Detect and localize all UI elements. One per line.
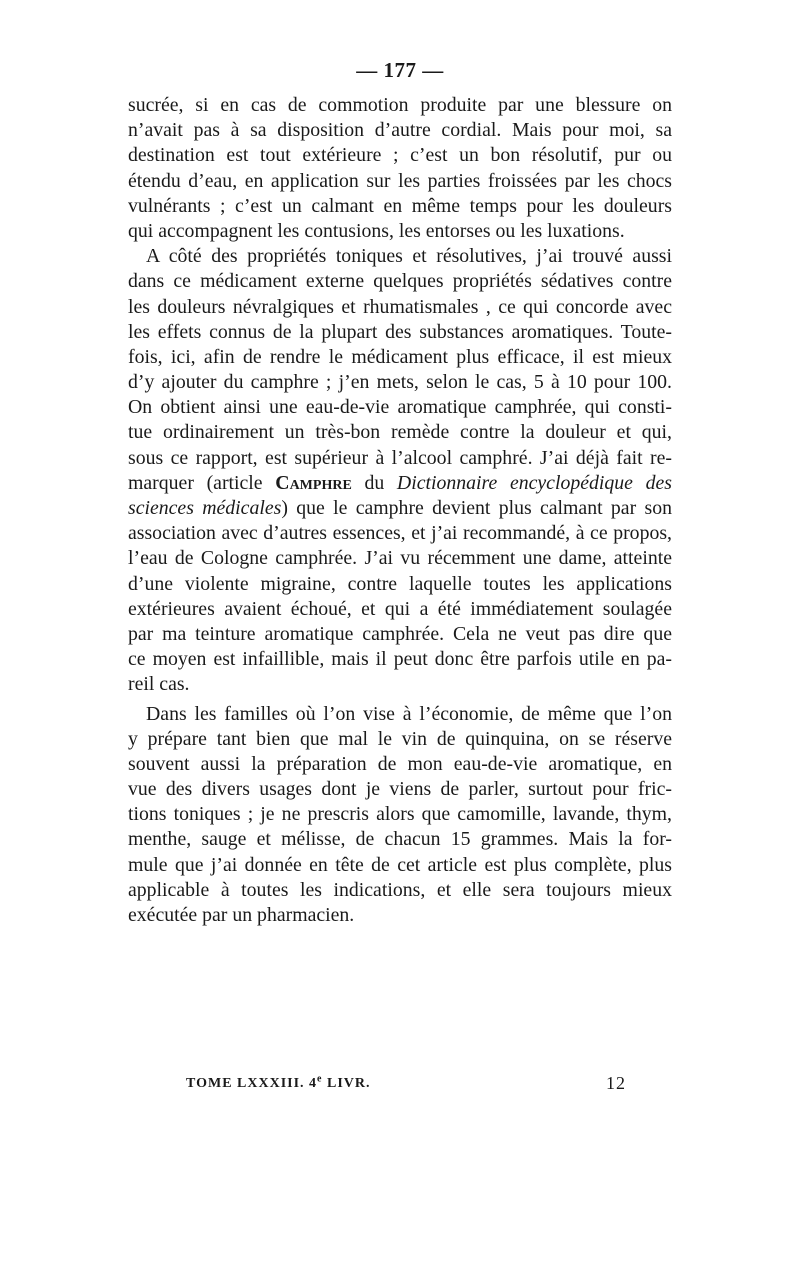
sheet-number: 12 [606, 1073, 626, 1093]
text-line: A côté des propriétés toniques et résolutives, j’ai trouvé aussi [146, 245, 672, 268]
text-line: par ma teinture aromatique camphrée. Cela ne veut pas dire que [128, 622, 672, 645]
text-line: sous ce rapport, est supérieur à l’alcool camphré. J’ai déjà fait re- [128, 446, 672, 469]
text-run: du [351, 471, 397, 494]
text-line: qui accompagnent les contusions, les entorses ou les luxations. [128, 219, 625, 242]
paragraph-3 [128, 702, 672, 929]
text-line: Dans les familles où l’on vise à l’économie, de même que l’on [146, 702, 672, 725]
book-title: sciences médicales [128, 497, 282, 519]
text-line: l’eau de Cologne camphrée. J’ai vu récemment une dame, atteinte [128, 547, 672, 570]
text-run: marquer (article [128, 471, 263, 494]
text-line: On obtient ainsi une eau-de-vie aromatique camphrée, qui consti- [128, 396, 672, 419]
paragraph-1 [128, 93, 672, 244]
text-line: souvent aussi la préparation de mon eau-de-vie aromatique, en [128, 752, 672, 775]
text-line: d’une violente migraine, contre laquelle toutes les applications [128, 572, 672, 595]
text-line: d’y ajouter du camphre ; j’en mets, selon le cas, 5 à 10 pour 100. [128, 371, 672, 394]
text-line: n’avait pas à sa disposition d’autre cordial. Mais pour moi, sa [128, 119, 672, 142]
text-line: applicable à toutes les indications, et elle sera toujours mieux [128, 878, 672, 901]
page-number: — 177 — [356, 58, 444, 82]
text-run: ) que le camphre devient plus calmant par son [281, 497, 672, 519]
text-line: reil cas. [128, 673, 190, 696]
text-line: menthe, sauge et mélisse, de chacun 15 grammes. Mais la for- [128, 828, 672, 851]
text-line: étendu d’eau, en application sur les parties froissées par les chocs [128, 169, 672, 192]
text-line: ce moyen est infaillible, mais il peut donc être parfois utile en pa- [128, 648, 672, 671]
text-line [128, 496, 672, 521]
page-body [128, 58, 672, 928]
text-line: exécutée par un pharmacien. [128, 904, 355, 926]
cross-reference: Camphre [275, 471, 352, 494]
text-line: tions toniques ; je ne prescris alors que camomille, lavande, thym, [128, 803, 672, 826]
text-line: vue des divers usages dont je viens de parler, surtout pour fric- [128, 778, 672, 801]
text-line: extérieures avaient échoué, et qui a été immédiatement soulagée [128, 597, 672, 620]
text-line: dans ce médicament externe quelques propriétés sédatives contre [128, 270, 672, 293]
text-line: fois, ici, afin de rendre le médicament plus efficace, il est mieux [128, 345, 672, 368]
text-line: association avec d’autres essences, et j’ai recommandé, à ce propos, [128, 522, 672, 545]
paragraph-2 [128, 244, 672, 697]
text-line: vulnérants ; c’est un calmant en même temps pour les douleurs [128, 194, 672, 217]
text-line: y prépare tant bien que mal le vin de quinquina, on se réserve [128, 727, 672, 750]
text-line: destination est tout extérieure ; c’est un bon résolutif, pur ou [128, 144, 672, 167]
text-line: sucrée, si en cas de commotion produite par une blessure on [128, 94, 672, 116]
text-line: mule que j’ai donnée en tête de cet article est plus complète, plus [128, 853, 672, 876]
signature-mark: TOME LXXXIII. 4e LIVR. [186, 1073, 371, 1091]
text-line: les effets connus de la plupart des substances aromatiques. Toute- [128, 320, 672, 343]
book-title: Dictionnaire encyclopédique des [396, 471, 672, 494]
text-line [128, 471, 672, 496]
text-line: tue ordinairement un très-bon remède contre la douleur et qui, [128, 421, 672, 444]
text-line: les douleurs névralgiques et rhumatismales , ce qui concorde avec [128, 295, 672, 318]
